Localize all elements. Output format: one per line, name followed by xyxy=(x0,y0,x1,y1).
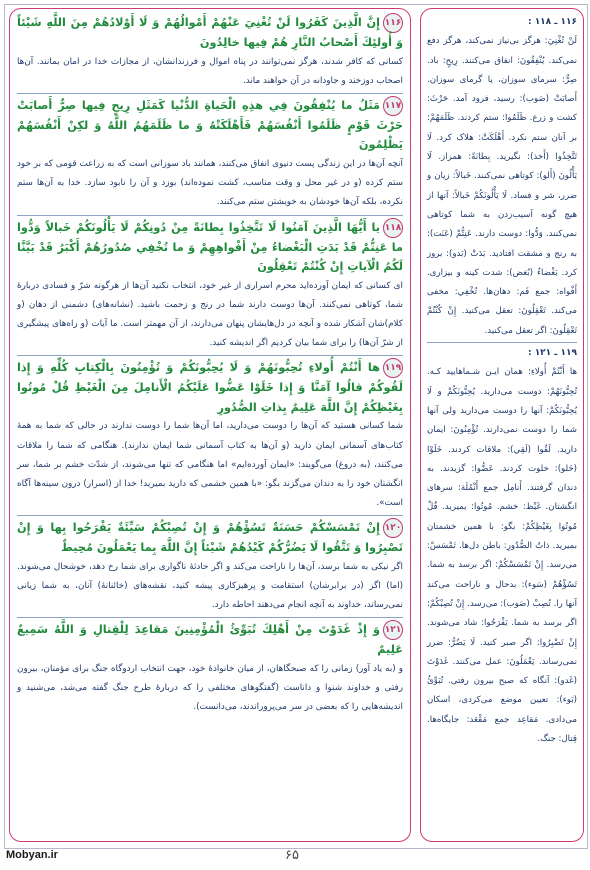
verse-block xyxy=(17,96,403,213)
verse-block xyxy=(17,13,403,91)
verse-translation: شما کسانی هستید که آن‌ها را دوست می‌دارید، اما آن‌ها شما را دوست ندارند در حالی که شما به همۀ کتاب‌های آسمانی ایمان دارید (و آن‌ها به کتاب آسمانی شما ایمان ندارند). هنگامی که شما را ملاقات می‌کنند، (به دروغ) می‌گویند: «ایمان آورده‌ایم» اما هنگامی که تنها می‌شوند، از شدّت خشم بر شما، سر انگشتان خود را به دندان می‌گزند بگو: «با همین خشمی که دارید بمیرید! خدا از (اسرار) درون سینه‌ها آگاه است». xyxy=(17,421,403,509)
glossary-panel xyxy=(420,8,584,842)
glossary-range-heading: ۱۱۹ ـ ۱۲۱ : xyxy=(527,348,577,359)
verse-number-badge: ۱۱۶ xyxy=(383,13,403,33)
divider xyxy=(17,515,403,516)
verse-arabic xyxy=(17,358,403,417)
verse-translation: کسانی که کافر شدند، هرگز نمی‌توانند در پناه اموال و فرزندانشان، از مجازات خدا در امان بمانند. آن‌ها اصحاب دوزخند و جاودانه در آن خواهند ماند. xyxy=(17,56,403,86)
page-number: ۶۵ xyxy=(285,848,299,863)
verse-translation: ای کسانی که ایمان آورده‌اید محرم اسراری از غیر خود، انتخاب نکنید آن‌ها از هرگونه شرّ و فسادی دربارۀ شما، کوتاهی نمی‌کنند. آن‌ها دوست دارند شما در رنج و زحمت باشید. (نشانه‌های) دشمنی از دهان (و کلام)شان آشکار شده و آنچه در دل‌هایشان پنهان می‌دارند، از آن مهمتر است. ما آیات (و راه‌های پیشگیری از شرّ آن‌ها) را برای شما بیان کردیم اگر اندیشه کنید. xyxy=(17,280,403,349)
verse-text: ها أَنْتُمْ أُولاءِ تُحِبُّونَهُمْ وَ لَا يُحِبُّونَكُمْ وَ تُؤْمِنُونَ بِالْكِتابِ كُلِّهِ وَ إِذا لَقُوكُمْ قالُوا آمَنَّا وَ إِذا خَلَوْا عَضُّوا عَلَيْكُمُ الْأَنامِلَ مِنَ الْغَيْظِ قُلْ مُوتُوا بِغَيْظِكُمْ إِنَّ اللَّهَ عَلِيمٌ بِذاتِ الصُّدُورِ xyxy=(17,361,403,414)
glossary-range-heading: ۱۱۶ ـ ۱۱۸ : xyxy=(527,17,577,27)
verse-block xyxy=(17,620,403,717)
verse-text: إِنَّ الَّذِينَ كَفَرُوا لَنْ تُغْنِيَ عَنْهُمْ أَمْوالُهُمْ وَ لَا أَوْلادُهُمْ مِنَ اللَّهِ شَيْئاً وَ أُولئِكَ أَصْحابُ النَّارِ هُمْ فِيها خالِدُونَ xyxy=(17,16,403,49)
verse-number-badge: ۱۲۰ xyxy=(383,518,403,538)
verse-arabic xyxy=(17,518,403,558)
verse-text: وَ إِذْ غَدَوْتَ مِنْ أَهْلِكَ تُبَوِّئُ الْمُؤْمِنِينَ مَقاعِدَ لِلْقِتالِ وَ اللَّهُ سَمِيعٌ عَلِيمٌ xyxy=(17,623,403,657)
verses-panel xyxy=(9,8,411,842)
glossary-text: لَنْ تُغْنِيَ: هرگز بی‌نیاز نمی‌کند، هرگز دفع نمی‌کند. يُنْفِقُونَ: انفاق می‌کنند. رِيحٍ: باد. صِرٌّ: سرمای سوزان، یا گرمای سوزان. أَصابَتْ (صَوب): رسید، فرود آمد. حَرْثَ: کشت و زرع. ظَلَمُوا: ستم کردند. ظَلَمَهُمْ: بر آنان ستم نکرد. أَهْلَكَتْ: هلاک کرد. لَا تَتَّخِذُوا (أَخذ): نگیرید. بِطانَةً: همراز. لَا يَأْلُونَ (أَلو): کوتاهی نمی‌کنند. خَبالاً: زیان و ضرر، شر و فساد. لَا يَأْلُونَكُمْ خَبالاً: آنها از هیچ گونه آسیب‌زدن به شما کوتاهی نمی‌کنند. وَدُّوا: دوست دارند. عَنِتُّمْ (عَنَت): به رنج و مشقت افتادید. بَدَتْ (بَدو): بروز کرد. بَغْضاءُ (بُغض): شدت کینه و بیزاری. أَفْواه: جمع فَم: دهان‌ها. تُخْفِي: مخفی می‌کند. تَعْقِلُونَ: تعقل می‌کنید. إِنْ كُنْتُمْ تَعْقِلُونَ: اگر تعقل می‌کنید. xyxy=(427,36,577,336)
divider xyxy=(17,215,403,216)
verse-block xyxy=(17,358,403,513)
verse-translation: آنچه آن‌ها در این زندگی پست دنیوی انفاق می‌کنند، همانند باد سوزانی است که به زراعت قومی که بر خود ستم کرده (و در غیر محل و وقت مناسب، کشت نموده‌اند) بوزد و آن را نابود سازد. خدا به آن‌ها ستم نکرده، بلکه آن‌ها خودشان به خویشتن ستم می‌کنند. xyxy=(17,158,403,208)
verse-number-badge: ۱۱۸ xyxy=(383,218,403,238)
verse-number-badge: ۱۱۹ xyxy=(383,358,403,378)
site-watermark: Mobyan.ir xyxy=(6,849,58,861)
verse-text: مَثَلُ ما يُنْفِقُونَ فِي هذِهِ الْحَياةِ الدُّنْيا كَمَثَلِ رِيحٍ فِيها صِرٌّ أَصابَتْ حَرْثَ قَوْمٍ ظَلَمُوا أَنْفُسَهُمْ فَأَهْلَكَتْهُ وَ ما ظَلَمَهُمُ اللَّهُ وَ لكِنْ أَنْفُسَهُمْ يَظْلِمُونَ xyxy=(17,98,403,152)
divider xyxy=(17,93,403,94)
verse-arabic xyxy=(17,620,403,660)
verse-arabic xyxy=(17,13,403,53)
glossary-text: ها أَنْتُمْ أُولاءِ: همان ‌ایـن شـماهایید کـه. تُحِبُّونَهُمْ: دوست می‌دارید. يُحِبُّونَكُمْ و لَا يُحِبُّونَكُمْ: آنها را دوست می‌دارید ولی آنها شما را دوست نمی‌دارند. تُؤْمِنُونَ: ایمان دارید. لَقُوا (لَقِي): ملاقات کردند. خَلَوْا (خَلو): خلوت کردند. عَضُّوا: گزیدند. به دندان گرفتند. أَنامِل جمع أَنْمُلَة: سرهای انگشتان. غَيْظ: خشم. مُوتُوا: بمیرید. قُلْ مُوتُوا بِغَيْظِكُمْ: بگو: با همین خشمتان بمیرید. ذاتُ الصُّدُورِ: باطن دل‌ها. تَمْسَسْ: می‌رسد. إِنْ تَمْسَسْكُمْ: اگر برسد به شما. تَسُؤْهُمْ (سَوء): بدحال و ناراحت می‌کند آنها را. تُصِبْ (صَوب): می‌رسد. إِنْ تُصِبْكُمْ: اگر برسد به شما. يَفْرَحُوا: شاد می‌شوند. إِنْ تَصْبِرُوا: اگر صبر کنید. لَا يَضُرُّ: ضرر نمی‌رساند. يَعْمَلُونَ: عمل می‌کنند. غَدَوْتَ (غَدو): آنگاه که صبح بیرون رفتی. تُبَوِّئُ (بَوء): تعیین موضع می‌کردی، اسکان می‌دادی. مَقاعِد جمع مَقْعَد: جایگاه‌ها. قِتال: جنگ. xyxy=(427,367,577,744)
divider xyxy=(17,355,403,356)
verse-arabic xyxy=(17,96,403,155)
verse-number-badge: ۱۱۷ xyxy=(383,96,403,116)
divider xyxy=(17,617,403,618)
verse-translation: اگر نیکی به شما برسد، آن‌ها را ناراحت می‌کند و اگر حادثۀ ناگواری برای شما رخ دهد، خوشحال می‌شوند. (اما) اگر (در برابرشان) استقامت و پرهیزکاری پیشه کنید، نقشه‌های (خائنانۀ) آنان، به شما زیانی نمی‌رساند، خداوند به آنچه انجام می‌دهند احاطه دارد. xyxy=(17,561,403,611)
verse-block xyxy=(17,518,403,615)
verse-number-badge: ۱۲۱ xyxy=(383,620,403,640)
verse-translation: و (به یاد آور) زمانی را که صبحگاهان، از میان خانوادۀ خود، جهت انتخاب اردوگاه جنگ برای مؤمنان، بیرون رفتی و خداوند شنوا و داناست (گفتگوهای مختلفی را که دربارۀ طرح جنگ گفته می‌شد، می‌شنید و اندیشه‌هایی را که بعضی در سر می‌پروراندند، می‌دانست). xyxy=(17,663,403,713)
verse-text: إِنْ تَمْسَسْكُمْ حَسَنَةٌ تَسُؤْهُمْ وَ إِنْ تُصِبْكُمْ سَيِّئَةٌ يَفْرَحُوا بِها وَ إِنْ تَصْبِرُوا وَ تَتَّقُوا لَا يَضُرُّكُمْ كَيْدُهُمْ شَيْئاً إِنَّ اللَّهَ بِما يَعْمَلُونَ مُحِيطٌ xyxy=(17,521,403,555)
verse-text: يا أَيُّهَا الَّذِينَ آمَنُوا لَا تَتَّخِذُوا بِطانَةً مِنْ دُونِكُمْ لَا يَأْلُونَكُمْ خَبالاً وَدُّوا ما عَنِتُّمْ قَدْ بَدَتِ الْبَغْضاءُ مِنْ أَفْواهِهِمْ وَ ما تُخْفِي صُدُورُهُمْ أَكْبَرُ قَدْ بَيَّنَّا لَكُمُ الْآياتِ إِنْ كُنْتُمْ تَعْقِلُونَ xyxy=(17,220,403,274)
divider xyxy=(427,342,577,343)
verse-block xyxy=(17,218,403,354)
verse-arabic xyxy=(17,218,403,277)
